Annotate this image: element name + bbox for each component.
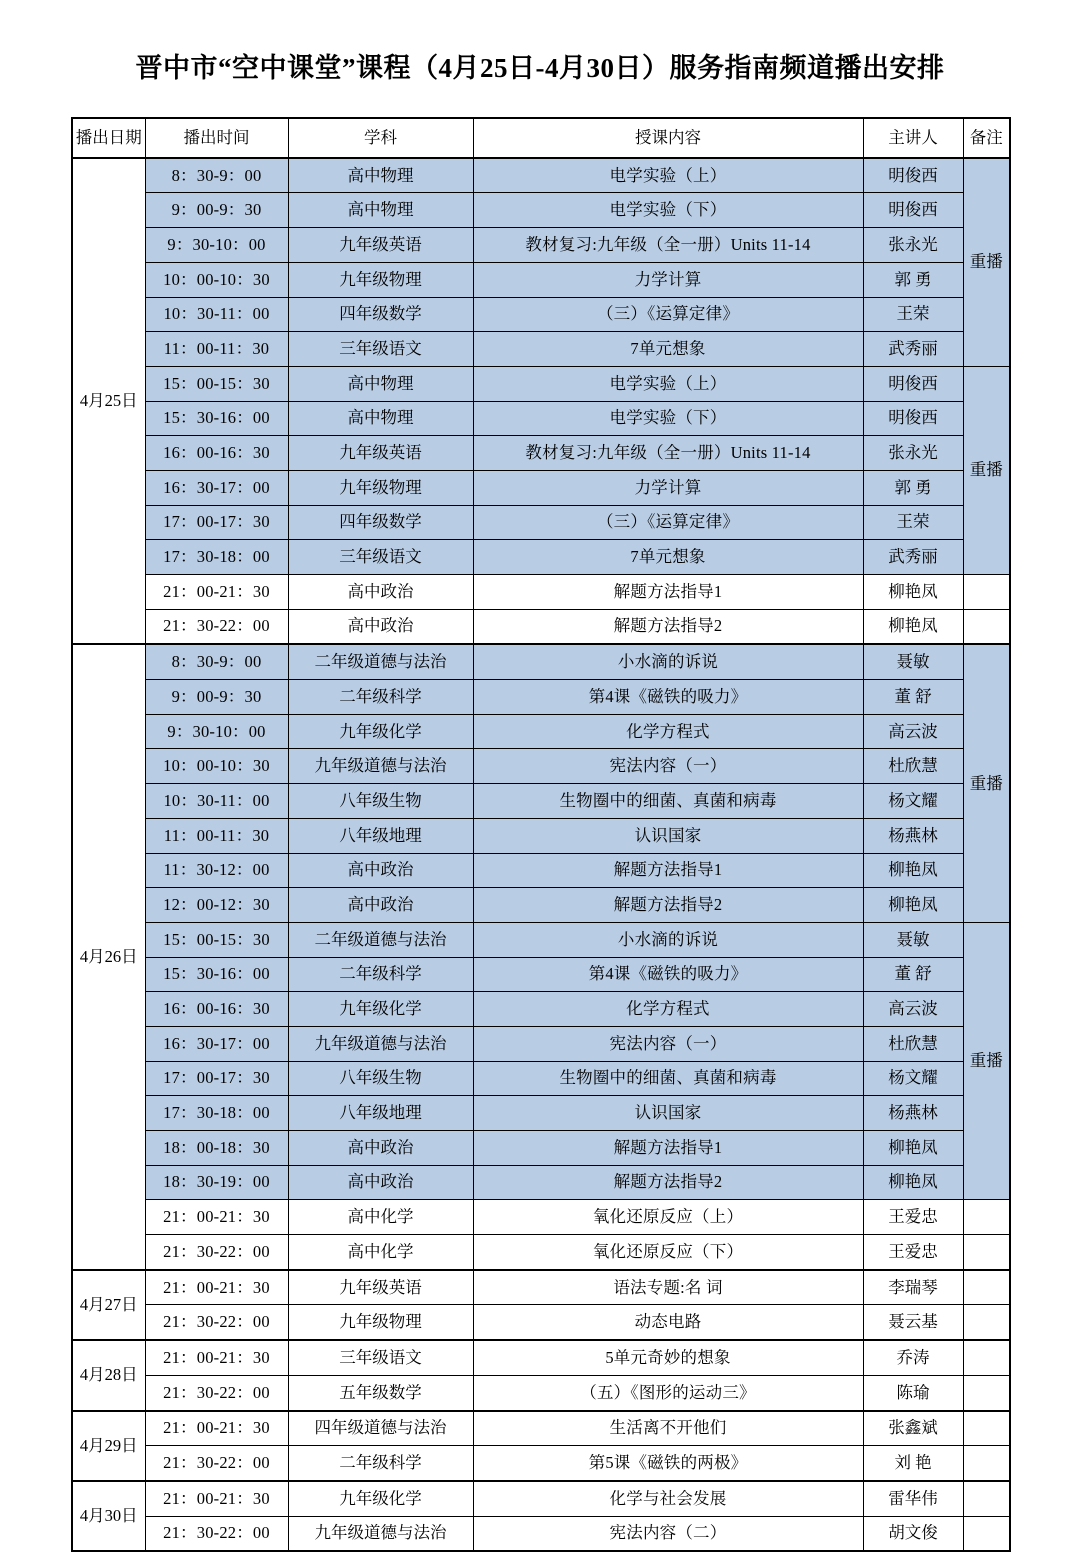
cell-subject: 九年级英语 [288, 1270, 473, 1305]
cell-teacher: 刘 艳 [863, 1446, 963, 1481]
cell-subject: 八年级地理 [288, 1096, 473, 1131]
cell-teacher: 雷华伟 [863, 1481, 963, 1516]
cell-broadcast-time: 10：00-10：30 [145, 749, 288, 784]
table-row [72, 470, 1010, 505]
cell-broadcast-time: 16：00-16：30 [145, 436, 288, 471]
cell-subject: 四年级数学 [288, 505, 473, 540]
cell-remark [963, 1340, 1010, 1375]
table-row [72, 992, 1010, 1027]
cell-subject: 九年级道德与法治 [288, 1516, 473, 1551]
cell-teacher: 李瑞琴 [863, 1270, 963, 1305]
cell-lesson-content: 解题方法指导1 [473, 575, 863, 610]
cell-teacher: 柳艳凤 [863, 853, 963, 888]
cell-lesson-content: 宪法内容（二） [473, 1516, 863, 1551]
cell-subject: 高中物理 [288, 401, 473, 436]
table-row [72, 784, 1010, 819]
cell-lesson-content: 化学方程式 [473, 714, 863, 749]
cell-lesson-content: （三）《运算定律》 [473, 505, 863, 540]
header-row [72, 118, 1010, 158]
table-row [72, 505, 1010, 540]
cell-remark [963, 1481, 1010, 1516]
cell-broadcast-time: 21：00-21：30 [145, 1270, 288, 1305]
cell-broadcast-time: 10：30-11：00 [145, 297, 288, 332]
cell-teacher: 明俊西 [863, 158, 963, 193]
cell-subject: 九年级道德与法治 [288, 749, 473, 784]
cell-subject: 二年级道德与法治 [288, 644, 473, 679]
cell-teacher: 武秀丽 [863, 332, 963, 367]
cell-subject: 四年级道德与法治 [288, 1411, 473, 1446]
cell-lesson-content: （三）《运算定律》 [473, 297, 863, 332]
cell-broadcast-time: 8：30-9：00 [145, 158, 288, 193]
table-row [72, 922, 1010, 957]
cell-subject: 高中物理 [288, 193, 473, 228]
cell-lesson-content: 宪法内容（一） [473, 1026, 863, 1061]
cell-broadcast-time: 21：30-22：00 [145, 1305, 288, 1340]
table-row [72, 957, 1010, 992]
cell-remark [963, 1375, 1010, 1410]
cell-lesson-content: （五）《图形的运动三》 [473, 1375, 863, 1410]
cell-broadcast-time: 21：00-21：30 [145, 1481, 288, 1516]
cell-broadcast-time: 17：00-17：30 [145, 1061, 288, 1096]
table-row [72, 714, 1010, 749]
cell-teacher: 武秀丽 [863, 540, 963, 575]
cell-lesson-content: 解题方法指导2 [473, 609, 863, 644]
table-row [72, 1340, 1010, 1375]
cell-teacher: 郭 勇 [863, 470, 963, 505]
cell-teacher: 董 舒 [863, 957, 963, 992]
cell-teacher: 明俊西 [863, 401, 963, 436]
cell-teacher: 陈瑜 [863, 1375, 963, 1410]
table-row [72, 1061, 1010, 1096]
cell-lesson-content: 化学方程式 [473, 992, 863, 1027]
table-row [72, 297, 1010, 332]
cell-teacher: 柳艳凤 [863, 1165, 963, 1200]
cell-lesson-content: 氧化还原反应（下） [473, 1235, 863, 1270]
cell-subject: 九年级化学 [288, 714, 473, 749]
cell-subject: 九年级物理 [288, 1305, 473, 1340]
table-row [72, 644, 1010, 679]
table-row [72, 1516, 1010, 1551]
table-row [72, 193, 1010, 228]
cell-lesson-content: 教材复习:九年级（全一册）Units 11-14 [473, 228, 863, 263]
cell-date: 4月27日 [72, 1270, 145, 1340]
column-header-time: 播出时间 [145, 118, 288, 158]
cell-remark: 重播 [963, 366, 1010, 574]
cell-broadcast-time: 21：30-22：00 [145, 1446, 288, 1481]
cell-lesson-content: 力学计算 [473, 470, 863, 505]
table-row [72, 1200, 1010, 1235]
cell-broadcast-time: 21：30-22：00 [145, 609, 288, 644]
cell-broadcast-time: 16：30-17：00 [145, 470, 288, 505]
table-row [72, 1131, 1010, 1166]
cell-broadcast-time: 21：00-21：30 [145, 1411, 288, 1446]
cell-lesson-content: 认识国家 [473, 1096, 863, 1131]
cell-broadcast-time: 21：00-21：30 [145, 1340, 288, 1375]
cell-subject: 二年级道德与法治 [288, 922, 473, 957]
cell-lesson-content: 生活离不开他们 [473, 1411, 863, 1446]
cell-teacher: 王荣 [863, 297, 963, 332]
table-row [72, 228, 1010, 263]
table-row [72, 540, 1010, 575]
cell-remark [963, 1411, 1010, 1446]
cell-teacher: 董 舒 [863, 680, 963, 715]
table-row [72, 158, 1010, 193]
table-row [72, 609, 1010, 644]
cell-lesson-content: 第4课《磁铁的吸力》 [473, 957, 863, 992]
cell-broadcast-time: 16：00-16：30 [145, 992, 288, 1027]
table-body [72, 158, 1010, 1552]
cell-subject: 四年级数学 [288, 297, 473, 332]
cell-remark [963, 1305, 1010, 1340]
table-row [72, 1411, 1010, 1446]
cell-lesson-content: 认识国家 [473, 818, 863, 853]
table-row [72, 680, 1010, 715]
cell-subject: 五年级数学 [288, 1375, 473, 1410]
cell-teacher: 杨燕林 [863, 1096, 963, 1131]
cell-lesson-content: 语法专题:名 词 [473, 1270, 863, 1305]
cell-lesson-content: 动态电路 [473, 1305, 863, 1340]
cell-teacher: 聂敏 [863, 644, 963, 679]
cell-subject: 九年级化学 [288, 1481, 473, 1516]
cell-broadcast-time: 10：30-11：00 [145, 784, 288, 819]
cell-teacher: 杜欣慧 [863, 749, 963, 784]
cell-teacher: 杨文耀 [863, 784, 963, 819]
table-row [72, 853, 1010, 888]
cell-remark [963, 1200, 1010, 1235]
cell-lesson-content: 宪法内容（一） [473, 749, 863, 784]
cell-teacher: 胡文俊 [863, 1516, 963, 1551]
cell-subject: 八年级生物 [288, 1061, 473, 1096]
cell-remark [963, 575, 1010, 610]
table-row [72, 1270, 1010, 1305]
cell-lesson-content: 电学实验（下） [473, 401, 863, 436]
cell-broadcast-time: 9：00-9：30 [145, 680, 288, 715]
cell-subject: 高中政治 [288, 1165, 473, 1200]
cell-remark [963, 609, 1010, 644]
cell-subject: 高中物理 [288, 158, 473, 193]
cell-broadcast-time: 15：30-16：00 [145, 401, 288, 436]
cell-subject: 八年级生物 [288, 784, 473, 819]
cell-date: 4月30日 [72, 1481, 145, 1551]
cell-teacher: 杜欣慧 [863, 1026, 963, 1061]
table-row [72, 749, 1010, 784]
table-row [72, 332, 1010, 367]
column-header-content: 授课内容 [473, 118, 863, 158]
cell-teacher: 聂云基 [863, 1305, 963, 1340]
cell-lesson-content: 解题方法指导2 [473, 1165, 863, 1200]
cell-teacher: 高云波 [863, 992, 963, 1027]
cell-lesson-content: 电学实验（上） [473, 366, 863, 401]
cell-broadcast-time: 21：00-21：30 [145, 575, 288, 610]
table-row [72, 1446, 1010, 1481]
cell-subject: 高中政治 [288, 575, 473, 610]
cell-broadcast-time: 9：30-10：00 [145, 714, 288, 749]
table-row [72, 818, 1010, 853]
cell-subject: 二年级科学 [288, 1446, 473, 1481]
cell-lesson-content: 5单元奇妙的想象 [473, 1340, 863, 1375]
cell-teacher: 乔涛 [863, 1340, 963, 1375]
table-row [72, 1375, 1010, 1410]
cell-subject: 二年级科学 [288, 957, 473, 992]
cell-remark [963, 1235, 1010, 1270]
cell-teacher: 王爱忠 [863, 1235, 963, 1270]
cell-remark: 重播 [963, 922, 1010, 1200]
cell-subject: 三年级语文 [288, 332, 473, 367]
cell-teacher: 杨文耀 [863, 1061, 963, 1096]
cell-broadcast-time: 17：30-18：00 [145, 1096, 288, 1131]
cell-lesson-content: 解题方法指导2 [473, 888, 863, 923]
cell-remark: 重播 [963, 158, 1010, 367]
cell-broadcast-time: 9：00-9：30 [145, 193, 288, 228]
cell-broadcast-time: 15：00-15：30 [145, 366, 288, 401]
cell-broadcast-time: 11：00-11：30 [145, 818, 288, 853]
table-row [72, 1096, 1010, 1131]
table-row [72, 436, 1010, 471]
cell-subject: 九年级英语 [288, 436, 473, 471]
cell-lesson-content: 生物圈中的细菌、真菌和病毒 [473, 784, 863, 819]
table-row [72, 1481, 1010, 1516]
cell-lesson-content: 氧化还原反应（上） [473, 1200, 863, 1235]
cell-broadcast-time: 11：30-12：00 [145, 853, 288, 888]
cell-broadcast-time: 16：30-17：00 [145, 1026, 288, 1061]
cell-lesson-content: 力学计算 [473, 262, 863, 297]
column-header-teacher: 主讲人 [863, 118, 963, 158]
cell-lesson-content: 第5课《磁铁的两极》 [473, 1446, 863, 1481]
cell-lesson-content: 电学实验（下） [473, 193, 863, 228]
cell-broadcast-time: 11：00-11：30 [145, 332, 288, 367]
column-header-note: 备注 [963, 118, 1010, 158]
cell-date: 4月29日 [72, 1411, 145, 1481]
table-row [72, 401, 1010, 436]
cell-teacher: 郭 勇 [863, 262, 963, 297]
cell-teacher: 柳艳凤 [863, 888, 963, 923]
cell-teacher: 张永光 [863, 436, 963, 471]
cell-subject: 三年级语文 [288, 540, 473, 575]
cell-lesson-content: 生物圈中的细菌、真菌和病毒 [473, 1061, 863, 1096]
cell-teacher: 柳艳凤 [863, 609, 963, 644]
cell-subject: 高中政治 [288, 1131, 473, 1166]
cell-teacher: 张鑫斌 [863, 1411, 963, 1446]
cell-remark [963, 1446, 1010, 1481]
cell-teacher: 聂敏 [863, 922, 963, 957]
cell-subject: 高中政治 [288, 888, 473, 923]
cell-remark: 重播 [963, 644, 1010, 922]
cell-teacher: 杨燕林 [863, 818, 963, 853]
cell-broadcast-time: 18：00-18：30 [145, 1131, 288, 1166]
cell-broadcast-time: 21：00-21：30 [145, 1200, 288, 1235]
cell-lesson-content: 解题方法指导1 [473, 853, 863, 888]
table-row [72, 1305, 1010, 1340]
cell-broadcast-time: 18：30-19：00 [145, 1165, 288, 1200]
cell-lesson-content: 化学与社会发展 [473, 1481, 863, 1516]
cell-remark [963, 1516, 1010, 1551]
table-row [72, 1235, 1010, 1270]
broadcast-schedule-table [71, 117, 1011, 1552]
cell-broadcast-time: 8：30-9：00 [145, 644, 288, 679]
cell-subject: 高中物理 [288, 366, 473, 401]
cell-subject: 高中化学 [288, 1235, 473, 1270]
cell-teacher: 明俊西 [863, 193, 963, 228]
cell-broadcast-time: 17：00-17：30 [145, 505, 288, 540]
cell-broadcast-time: 12：00-12：30 [145, 888, 288, 923]
table-row [72, 366, 1010, 401]
column-header-date: 播出日期 [72, 118, 145, 158]
cell-broadcast-time: 15：00-15：30 [145, 922, 288, 957]
table-row [72, 888, 1010, 923]
cell-subject: 九年级化学 [288, 992, 473, 1027]
cell-lesson-content: 7单元想象 [473, 540, 863, 575]
cell-subject: 九年级物理 [288, 470, 473, 505]
table-row [72, 262, 1010, 297]
cell-lesson-content: 电学实验（上） [473, 158, 863, 193]
cell-broadcast-time: 21：30-22：00 [145, 1516, 288, 1551]
table-header [72, 118, 1010, 158]
cell-teacher: 高云波 [863, 714, 963, 749]
cell-subject: 高中政治 [288, 853, 473, 888]
cell-date: 4月26日 [72, 644, 145, 1269]
cell-subject: 八年级地理 [288, 818, 473, 853]
cell-remark [963, 1270, 1010, 1305]
cell-subject: 高中政治 [288, 609, 473, 644]
cell-broadcast-time: 10：00-10：30 [145, 262, 288, 297]
column-header-subject: 学科 [288, 118, 473, 158]
cell-broadcast-time: 17：30-18：00 [145, 540, 288, 575]
cell-subject: 九年级物理 [288, 262, 473, 297]
page-title: 晋中市“空中课堂”课程（4月25日-4月30日）服务指南频道播出安排 [135, 53, 945, 83]
cell-subject: 九年级英语 [288, 228, 473, 263]
cell-lesson-content: 解题方法指导1 [473, 1131, 863, 1166]
cell-teacher: 王荣 [863, 505, 963, 540]
cell-subject: 高中化学 [288, 1200, 473, 1235]
cell-lesson-content: 小水滴的诉说 [473, 644, 863, 679]
cell-subject: 三年级语文 [288, 1340, 473, 1375]
cell-date: 4月28日 [72, 1340, 145, 1410]
cell-teacher: 明俊西 [863, 366, 963, 401]
cell-teacher: 柳艳凤 [863, 1131, 963, 1166]
table-row [72, 1165, 1010, 1200]
cell-broadcast-time: 21：30-22：00 [145, 1235, 288, 1270]
cell-subject: 二年级科学 [288, 680, 473, 715]
cell-teacher: 王爱忠 [863, 1200, 963, 1235]
cell-lesson-content: 小水滴的诉说 [473, 922, 863, 957]
cell-teacher: 柳艳凤 [863, 575, 963, 610]
table-row [72, 575, 1010, 610]
cell-lesson-content: 7单元想象 [473, 332, 863, 367]
cell-broadcast-time: 15：30-16：00 [145, 957, 288, 992]
cell-broadcast-time: 21：30-22：00 [145, 1375, 288, 1410]
schedule-table-container [71, 117, 1009, 1552]
cell-teacher: 张永光 [863, 228, 963, 263]
cell-lesson-content: 教材复习:九年级（全一册）Units 11-14 [473, 436, 863, 471]
cell-date: 4月25日 [72, 158, 145, 645]
cell-broadcast-time: 9：30-10：00 [145, 228, 288, 263]
table-row [72, 1026, 1010, 1061]
cell-lesson-content: 第4课《磁铁的吸力》 [473, 680, 863, 715]
cell-subject: 九年级道德与法治 [288, 1026, 473, 1061]
